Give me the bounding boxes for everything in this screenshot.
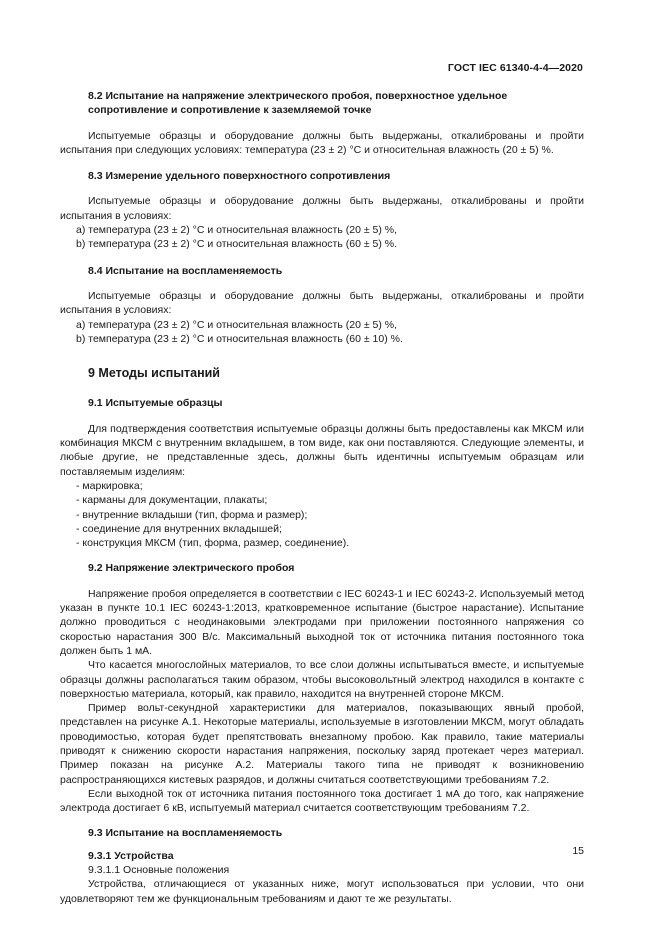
paragraph-9-2-2: Что касается многослойных материалов, то все слои должны испытываться вместе, и испытуемые образцы должны располагаться таким образом, чтобы высоковольтный электрод находился в контакте с поверхностью материала, который, как правило, находится на внутренней стороне МКСМ. — [60, 659, 584, 700]
list-item-liner-connection: - соединение для внутренних вкладышей; — [60, 522, 584, 536]
paragraph-9-2-1: Напряжение пробоя определяется в соответствии с IEC 60243-1 и IEC 60243-2. Используемый метод указан в пункте 10.1 IEC 60243-1:2013, кратковременное испытание (быстрое нарастание). Испытание должно проводиться с неодинаковыми электродами при приложении постоянного напряжения со скоростью нарастания 300 В/с. Максимальный выходной ток от источника питания постоянного тока должен быть 1 мА. — [60, 587, 584, 657]
page-number: 15 — [572, 845, 584, 857]
heading-9-3-1: 9.3.1 Устройства — [88, 849, 174, 862]
list-item-liners: - внутренние вкладыши (тип, форма и размер); — [60, 508, 584, 522]
list-item-construction: - конструкция МКСМ (тип, форма, размер, соединение). — [60, 536, 584, 550]
heading-8-2-line1: 8.2 Испытание на напряжение электрического пробоя, поверхностное удельное — [88, 90, 508, 102]
heading-8-2-line2: сопротивление и сопротивление к заземляемой точке — [88, 104, 372, 117]
condition-8-3-a: a) температура (23 ± 2) °С и относительная влажность (20 ± 5) %, — [76, 224, 398, 237]
heading-8-4: 8.4 Испытание на воспламеняемость — [88, 264, 283, 277]
paragraph-9-1: Для подтверждения соответствия испытуемые образцы должны быть предоставлены как МКСМ или комбинация МКСМ с внутренним вкладышем, в том виде, как они поставляются. Следующие элементы, и любые другие, не представленные здесь, должны быть идентичны испытуемым образцам или поставляемым изделиям: — [60, 422, 584, 478]
condition-8-4-b: b) температура (23 ± 2) °С и относительная влажность (60 ± 10) %. — [76, 332, 403, 345]
paragraph-8-2: Испытуемые образцы и оборудование должны быть выдержаны, откалиброваны и пройти испытания при следующих условиях: температура (23 ± 2) °С и относительная влажность (20 ± 5) %. — [60, 129, 584, 156]
paragraph-9-3: Устройства, отличающиеся от указанных ниже, могут использоваться при условии, что они удовлетворяют тем же функциональным требованиям и дают те же результаты. — [60, 878, 584, 905]
heading-9: 9 Методы испытаний — [88, 366, 220, 381]
condition-8-4-a: a) температура (23 ± 2) °С и относительная влажность (20 ± 5) %, — [76, 318, 398, 331]
standard-designation: ГОСТ IEC 61340-4-4—2020 — [447, 62, 583, 74]
paragraph-8-3: Испытуемые образцы и оборудование должны быть выдержаны, откалиброваны и пройти испытания в условиях: — [60, 195, 584, 222]
heading-9-3: 9.3 Испытание на воспламеняемость — [88, 827, 283, 840]
heading-9-2: 9.2 Напряжение электрического пробоя — [88, 562, 295, 575]
heading-9-3-1-1: 9.3.1.1 Основные положения — [88, 864, 230, 877]
page-content — [60, 89, 584, 906]
heading-8-3: 8.3 Измерение удельного поверхностного сопротивления — [88, 170, 391, 183]
heading-9-1: 9.1 Испытуемые образцы — [88, 397, 223, 410]
list-item-marking: - маркировка; — [60, 479, 584, 493]
condition-8-3-b: b) температура (23 ± 2) °С и относительная влажность (60 ± 5) %. — [76, 238, 398, 251]
paragraph-9-2-3: Пример вольт-секундной характеристики для материалов, показывающих явный пробой, представлен на рисунке А.1. Некоторые материалы, используемые в изготовлении МКСМ, могут обладать проводимостью, которая будет препятствовать внезапному пробою. Как правило, такие материалы приводят к снижению скорости нарастания напряжения, поскольку заряд протекает через материал. Пример показан на рисунке А.2. Материалы такого типа не приводят к возникновению распространяющихся кистевых разрядов, и должны считаться соответствующими требованиям 7.2. — [60, 702, 584, 786]
list-item-pockets: - карманы для документации, плакаты; — [60, 493, 584, 507]
paragraph-9-2-4: Если выходной ток от источника питания постоянного тока достигает 1 мА до того, как напряжение электрода достигает 6 кВ, испытуемый материал считается соответствующим требованиям 7.2. — [60, 787, 584, 815]
paragraph-8-4: Испытуемые образцы и оборудование должны быть выдержаны, откалиброваны и пройти испытания в условиях: — [60, 289, 584, 317]
